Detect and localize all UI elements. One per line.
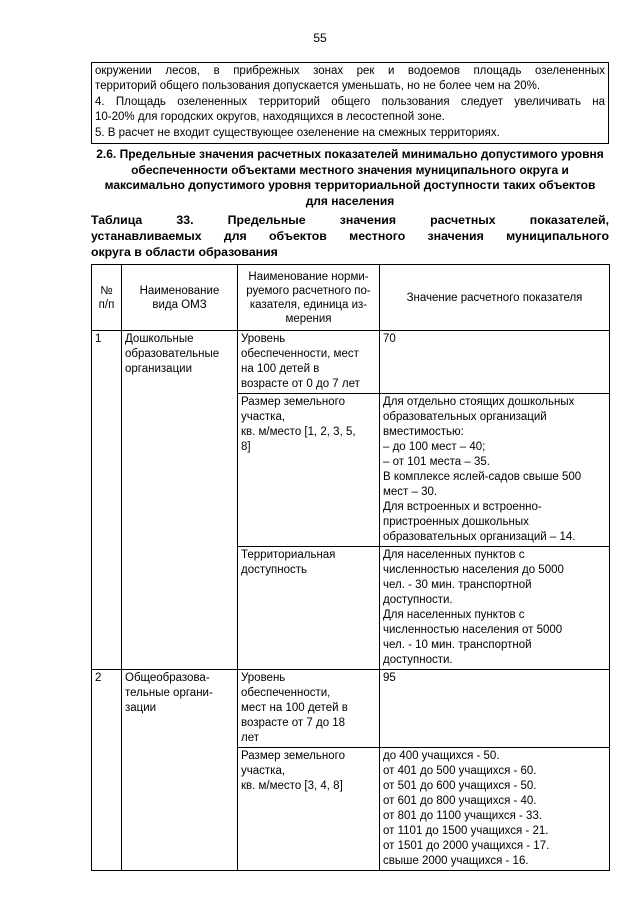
header-indicator: Наименование норми- руемого расчетного по- казателя, единица из- мерения — [238, 265, 380, 331]
indicator-value: 95 — [380, 670, 610, 748]
table-title-line: Таблица 33. Предельные значения расчетных показателей, — [91, 213, 609, 227]
note-line: территорий общего пользования допускается уменьшать, но не более чем на 20%. — [95, 80, 541, 93]
table-row — [92, 331, 610, 394]
notes-box — [91, 62, 609, 144]
table-header-row — [92, 265, 610, 331]
row-number: 1 — [92, 331, 122, 670]
indicator-value: до 400 учащихся - 50. от 401 до 500 учащихся - 60. от 501 до 600 учащихся - 50. от 601 до 800 учащихся - 40. от 801 до 1100 учащихся - 33. от 1101 до 1500 учащихся - 21. от 1501 до 2000 учащихся - 17. свыше 2000 учащихся - 16. — [380, 748, 610, 871]
table-row — [92, 670, 610, 748]
omz-name: Общеобразова- тельные органи- зации — [122, 670, 238, 871]
indicator-value: Для населенных пунктов с численностью населения до 5000 чел. - 30 мин. транспортной доступности. Для населенных пунктов с численностью населения от 5000 чел. - 10 мин. транспортной доступности. — [380, 547, 610, 670]
note-line: окружении лесов, в прибрежных зонах рек и водоемов площадь озелененных — [95, 65, 605, 77]
indicator-name: Размер земельного участка, кв. м/место [1, 2, 3, 5, 8] — [238, 394, 380, 547]
indicator-name: Уровень обеспеченности, мест на 100 детей в возрасте от 0 до 7 лет — [238, 331, 380, 394]
note-line: 5. В расчет не входит существующее озеленение на смежных территориях. — [95, 126, 500, 139]
table-title — [91, 212, 609, 260]
indicator-value: Для отдельно стоящих дошкольных образовательных организаций вместимостью: – до 100 мест – 40; – от 101 места – 35. В комплексе яслей-садов свыше 500 мест – 30. Для встроенных и встроенно- пристроенных дошкольных образовательных организаций – 14. — [380, 394, 610, 547]
section-heading: 2.6. Предельные значения расчетных показателей минимально допустимого уровня обеспеченности объектами местного значения муниципального округа и максимально допустимого уровня территориальной доступности таких объектов для населения — [96, 147, 604, 208]
table-title-line: устанавливаемых для объектов местного значения муниципального — [91, 229, 609, 243]
note-line: 10-20% для городских округов, находящихся в лесостепной зоне. — [95, 111, 445, 124]
indicator-name: Территориальная доступность — [238, 547, 380, 670]
header-value: Значение расчетного показателя — [380, 265, 610, 331]
standards-table — [91, 264, 610, 871]
omz-name: Дошкольные образовательные организации — [122, 331, 238, 670]
indicator-value: 70 — [380, 331, 610, 394]
note-line: 4. Площадь озелененных территорий общего пользования следует увеличивать на — [95, 95, 605, 108]
table-title-line: округа в области образования — [91, 245, 278, 259]
header-omz-name: Наименование вида ОМЗ — [122, 265, 238, 331]
indicator-name: Уровень обеспеченности, мест на 100 детей в возрасте от 7 до 18 лет — [238, 670, 380, 748]
header-num: № п/п — [92, 265, 122, 331]
page-number: 55 — [313, 31, 327, 45]
indicator-name: Размер земельного участка, кв. м/место [3, 4, 8] — [238, 748, 380, 871]
row-number: 2 — [92, 670, 122, 871]
